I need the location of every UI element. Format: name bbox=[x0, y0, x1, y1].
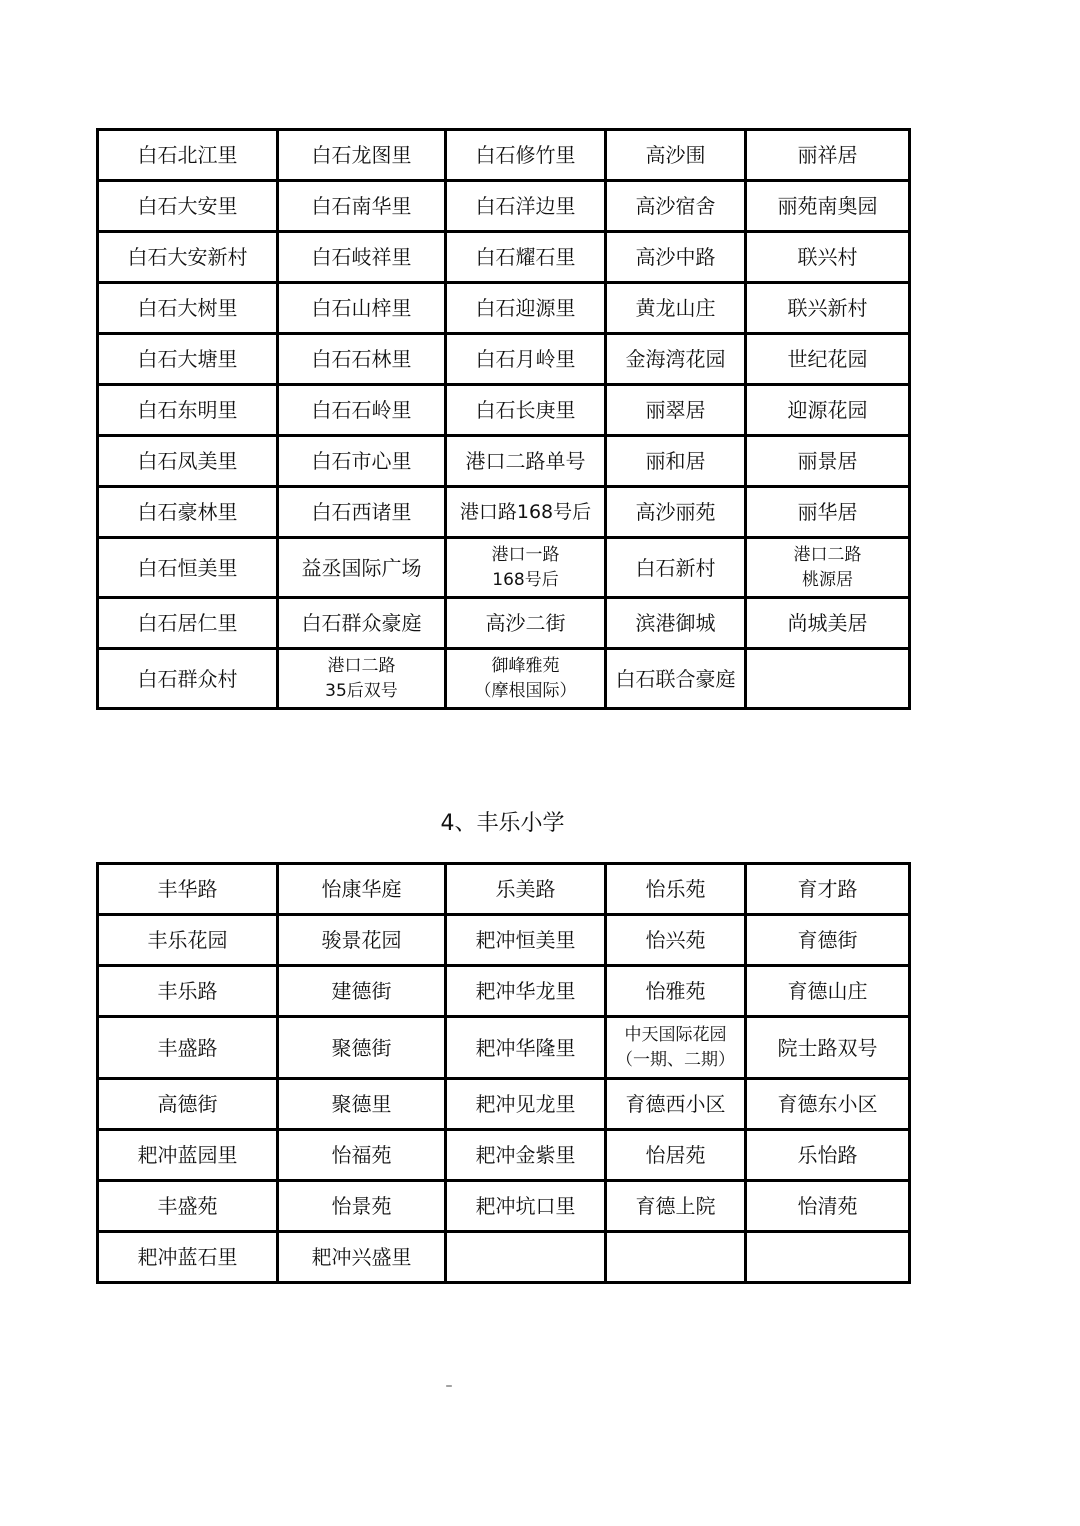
table-cell: 益丞国际广场 bbox=[278, 538, 446, 598]
table-cell: 建德街 bbox=[278, 966, 446, 1017]
table-cell: 白石东明里 bbox=[98, 385, 278, 436]
table-cell: 白石大树里 bbox=[98, 283, 278, 334]
table-cell: 育德街 bbox=[746, 915, 910, 966]
table-row bbox=[98, 649, 910, 709]
address-table-2 bbox=[96, 862, 911, 1284]
table-row bbox=[98, 436, 910, 487]
table-cell: 聚德里 bbox=[278, 1079, 446, 1130]
table-cell: 世纪花园 bbox=[746, 334, 910, 385]
table-cell: 白石岐祥里 bbox=[278, 232, 446, 283]
table-row bbox=[98, 1181, 910, 1232]
table-cell: 耙冲坑口里 bbox=[446, 1181, 606, 1232]
table-cell: 院士路双号 bbox=[746, 1017, 910, 1079]
table-cell: 港口二路 桃源居 bbox=[746, 538, 910, 598]
table-cell: 丰盛苑 bbox=[98, 1181, 278, 1232]
table-cell: 白石长庚里 bbox=[446, 385, 606, 436]
table-cell: 耙冲华隆里 bbox=[446, 1017, 606, 1079]
address-table-1 bbox=[96, 128, 911, 710]
table-cell: 丽华居 bbox=[746, 487, 910, 538]
table-cell: 高沙宿舍 bbox=[606, 181, 746, 232]
table-row bbox=[98, 181, 910, 232]
table-cell: 白石居仁里 bbox=[98, 598, 278, 649]
table-row bbox=[98, 1079, 910, 1130]
table-cell bbox=[606, 1232, 746, 1283]
table-cell: 白石市心里 bbox=[278, 436, 446, 487]
table-row bbox=[98, 915, 910, 966]
table-cell: 骏景花园 bbox=[278, 915, 446, 966]
table-cell: 丽翠居 bbox=[606, 385, 746, 436]
table-cell: 白石大安里 bbox=[98, 181, 278, 232]
table-cell: 白石山梓里 bbox=[278, 283, 446, 334]
table-cell: 白石月岭里 bbox=[446, 334, 606, 385]
table-cell: 丰乐花园 bbox=[98, 915, 278, 966]
table-row bbox=[98, 538, 910, 598]
table-cell bbox=[746, 649, 910, 709]
table-cell: 耙冲蓝石里 bbox=[98, 1232, 278, 1283]
table-cell: 港口路168号后 bbox=[446, 487, 606, 538]
table-cell: 白石南华里 bbox=[278, 181, 446, 232]
table-cell: 白石耀石里 bbox=[446, 232, 606, 283]
table-cell: 耙冲华龙里 bbox=[446, 966, 606, 1017]
table-cell bbox=[446, 1232, 606, 1283]
table-cell: 丰盛路 bbox=[98, 1017, 278, 1079]
table-row bbox=[98, 1130, 910, 1181]
table-cell: 滨港御城 bbox=[606, 598, 746, 649]
table-row bbox=[98, 966, 910, 1017]
table-cell: 育德东小区 bbox=[746, 1079, 910, 1130]
table-cell: 耙冲恒美里 bbox=[446, 915, 606, 966]
table-cell: 怡福苑 bbox=[278, 1130, 446, 1181]
table-cell: 港口二路单号 bbox=[446, 436, 606, 487]
page-footer-mark: – bbox=[445, 1378, 453, 1394]
table-cell: 白石修竹里 bbox=[446, 130, 606, 181]
table-cell: 白石西诸里 bbox=[278, 487, 446, 538]
table-cell: 高沙围 bbox=[606, 130, 746, 181]
table-cell: 丽苑南奥园 bbox=[746, 181, 910, 232]
table-cell: 耙冲金紫里 bbox=[446, 1130, 606, 1181]
table-cell: 白石迎源里 bbox=[446, 283, 606, 334]
table-row bbox=[98, 1232, 910, 1283]
table-cell: 怡居苑 bbox=[606, 1130, 746, 1181]
table-row bbox=[98, 385, 910, 436]
table-cell: 白石群众豪庭 bbox=[278, 598, 446, 649]
table-cell: 中天国际花园 （一期、二期） bbox=[606, 1017, 746, 1079]
table-cell: 白石恒美里 bbox=[98, 538, 278, 598]
table-cell: 高沙二街 bbox=[446, 598, 606, 649]
table-cell bbox=[746, 1232, 910, 1283]
table-row bbox=[98, 598, 910, 649]
table-cell: 耙冲见龙里 bbox=[446, 1079, 606, 1130]
table-cell: 高德街 bbox=[98, 1079, 278, 1130]
table-row bbox=[98, 864, 910, 915]
table-row bbox=[98, 1017, 910, 1079]
table-cell: 白石豪林里 bbox=[98, 487, 278, 538]
table-cell: 育德西小区 bbox=[606, 1079, 746, 1130]
table-cell: 白石新村 bbox=[606, 538, 746, 598]
table-row bbox=[98, 232, 910, 283]
table-cell: 丽景居 bbox=[746, 436, 910, 487]
table-cell: 黄龙山庄 bbox=[606, 283, 746, 334]
table-cell: 聚德街 bbox=[278, 1017, 446, 1079]
table-cell: 乐怡路 bbox=[746, 1130, 910, 1181]
table-cell: 怡景苑 bbox=[278, 1181, 446, 1232]
table-cell: 白石群众村 bbox=[98, 649, 278, 709]
table-cell: 怡兴苑 bbox=[606, 915, 746, 966]
table-cell: 丽和居 bbox=[606, 436, 746, 487]
table-cell: 怡雅苑 bbox=[606, 966, 746, 1017]
table-cell: 育德上院 bbox=[606, 1181, 746, 1232]
table-cell: 白石联合豪庭 bbox=[606, 649, 746, 709]
table-cell: 尚城美居 bbox=[746, 598, 910, 649]
table-row bbox=[98, 487, 910, 538]
table-cell: 怡乐苑 bbox=[606, 864, 746, 915]
table-cell: 怡清苑 bbox=[746, 1181, 910, 1232]
table-cell: 耙冲蓝园里 bbox=[98, 1130, 278, 1181]
table-cell: 高沙丽苑 bbox=[606, 487, 746, 538]
table-cell: 丰华路 bbox=[98, 864, 278, 915]
table-cell: 耙冲兴盛里 bbox=[278, 1232, 446, 1283]
table-cell: 怡康华庭 bbox=[278, 864, 446, 915]
table-cell: 育才路 bbox=[746, 864, 910, 915]
table-cell: 白石石林里 bbox=[278, 334, 446, 385]
table-cell: 港口一路 168号后 bbox=[446, 538, 606, 598]
table-cell: 御峰雅苑 （摩根国际） bbox=[446, 649, 606, 709]
table-cell: 白石洋边里 bbox=[446, 181, 606, 232]
table-row bbox=[98, 130, 910, 181]
section-heading-fengle-school: 4、丰乐小学 bbox=[440, 811, 565, 836]
table-cell: 白石大塘里 bbox=[98, 334, 278, 385]
table-cell: 白石龙图里 bbox=[278, 130, 446, 181]
table-cell: 迎源花园 bbox=[746, 385, 910, 436]
table-cell: 高沙中路 bbox=[606, 232, 746, 283]
table-cell: 金海湾花园 bbox=[606, 334, 746, 385]
table-row bbox=[98, 283, 910, 334]
table-cell: 白石大安新村 bbox=[98, 232, 278, 283]
table-cell: 联兴村 bbox=[746, 232, 910, 283]
table-cell: 白石北江里 bbox=[98, 130, 278, 181]
table-cell: 丽祥居 bbox=[746, 130, 910, 181]
table-cell: 乐美路 bbox=[446, 864, 606, 915]
table-cell: 丰乐路 bbox=[98, 966, 278, 1017]
table-row bbox=[98, 334, 910, 385]
table-cell: 港口二路 35后双号 bbox=[278, 649, 446, 709]
table-cell: 育德山庄 bbox=[746, 966, 910, 1017]
table-cell: 白石凤美里 bbox=[98, 436, 278, 487]
table-cell: 联兴新村 bbox=[746, 283, 910, 334]
table-cell: 白石石岭里 bbox=[278, 385, 446, 436]
